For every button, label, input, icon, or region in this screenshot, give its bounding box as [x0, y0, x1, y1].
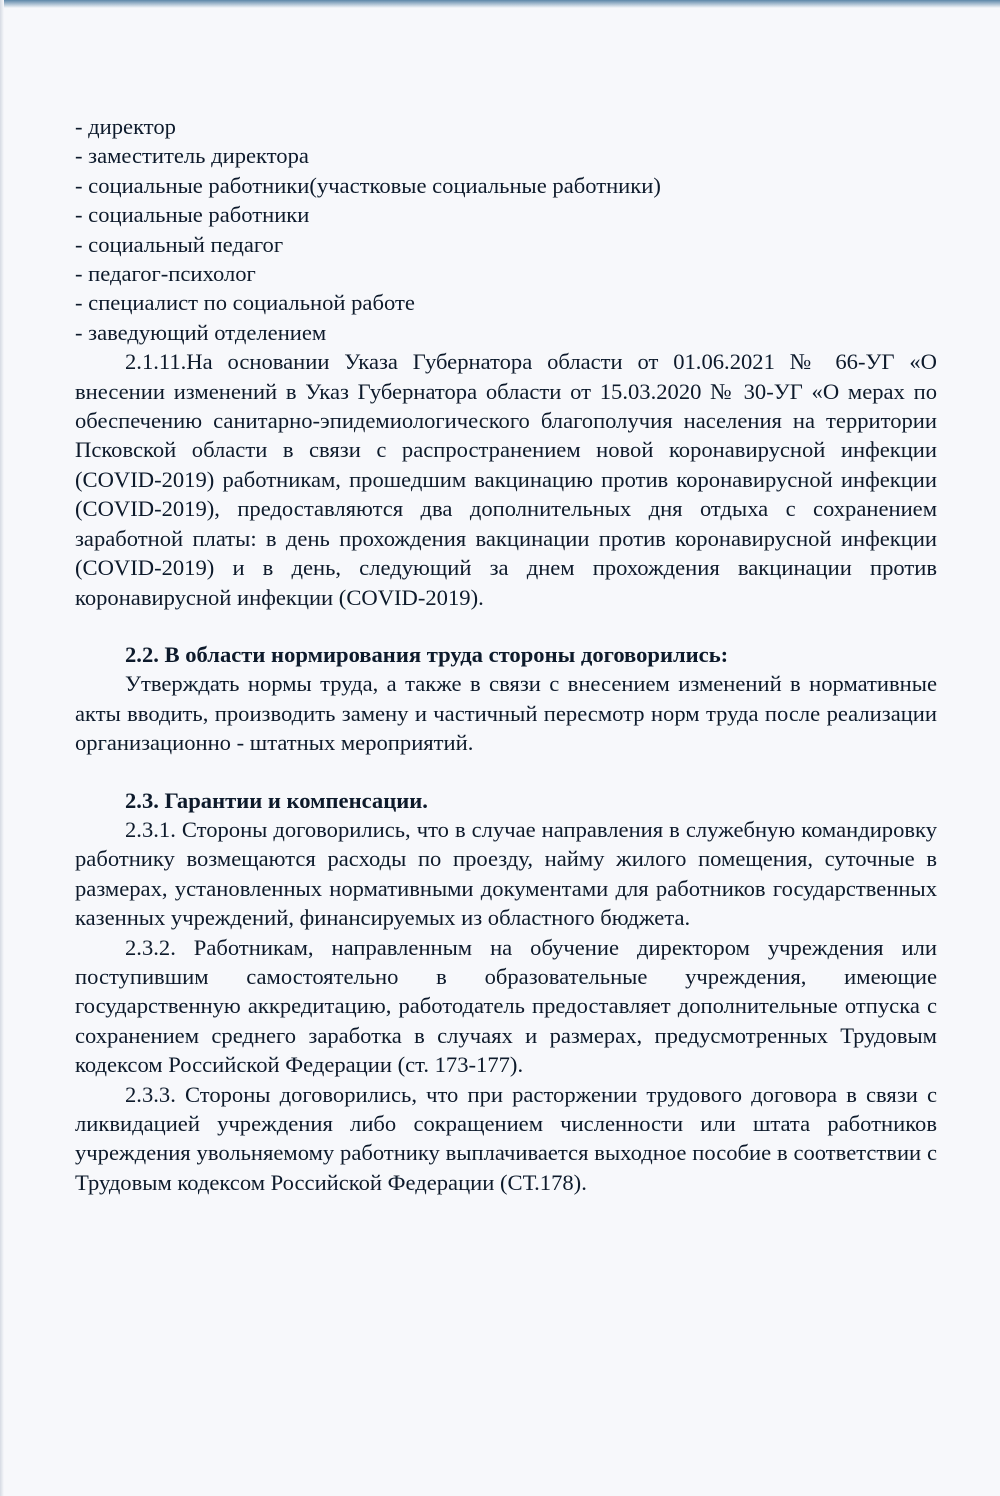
scan-top-edge — [0, 0, 1000, 8]
paragraph-2-3-3: 2.3.3. Стороны договорились, что при расторжении трудового договора в связи с ликвидацией учреждения либо сокращением численности или штата работников учреждения увольняемому работнику выплачивается выходное пособие в соответствии с Трудовым кодексом Российской Федерации (СТ.178). — [75, 1081, 937, 1195]
section-2-2-heading: 2.2. В области нормирования труда стороны договорились: — [125, 641, 729, 667]
list-item: - специалист по социальной работе — [75, 290, 415, 316]
list-item: - директор — [75, 114, 176, 139]
paragraph-2-3-1: 2.3.1. Стороны договорились, что в случае направления в служебную командировку работнику возмещаются расходы по проезду, найму жилого помещения, суточные в размерах, установленных нормативными документами для работников государственных казенных учреждений, финансируемых из областного бюджета. — [75, 816, 937, 931]
document-body — [75, 112, 937, 1197]
spacer — [75, 612, 937, 640]
section-2-2-text: Утверждать нормы труда, а также в связи с внесением изменений в нормативные акты вводить, производить замену и частичный пересмотр норм труда после реализации организационно - штатных мероприятий. — [75, 671, 937, 756]
list-item: - социальные работники — [75, 202, 310, 228]
paragraph-2-1-11: 2.1.11.На основании Указа Губернатора области от 01.06.2021 № 66-УГ «О внесении изменений в Указ Губернатора области от 15.03.2020 № 30-УГ «О мерах по обеспечению санитарно-эпидемиологического благополучия населения на территории Псковской области в связи с распространением новой коронавирусной инфекции (COVID-2019) работникам, прошедшим вакцинацию против коронавирусной инфекции (COVID-2019), предоставляются два дополнительных дня отдыха с сохранением заработной платы: в день прохождения вакцинации против коронавирусной инфекции (COVID-2019) и в день, следующий за днем прохождения вакцинации против коронавирусной инфекции (COVID-2019). — [75, 349, 937, 610]
list-item: - педагог-психолог — [75, 261, 256, 287]
spacer — [75, 758, 937, 786]
list-item: - социальные работники(участковые социальные работники) — [75, 172, 661, 198]
list-item: - заместитель директора — [75, 143, 309, 169]
section-2-3-heading: 2.3. Гарантии и компенсации. — [125, 787, 428, 813]
list-item: - заведующий отделением — [75, 319, 327, 345]
list-item: - социальный педагог — [75, 231, 284, 257]
positions-list — [75, 112, 937, 347]
scan-left-edge — [0, 0, 4, 1496]
paragraph-2-3-2: 2.3.2. Работникам, направленным на обучение директором учреждения или поступившим самостоятельно в образовательные учреждения, имеющие государственную аккредитацию, работодатель предоставляет дополнительные отпуска с сохранением среднего заработка в случаях и размерах, предусмотренных Трудовым кодексом Российской Федерации (ст. 173-177). — [75, 934, 937, 1078]
